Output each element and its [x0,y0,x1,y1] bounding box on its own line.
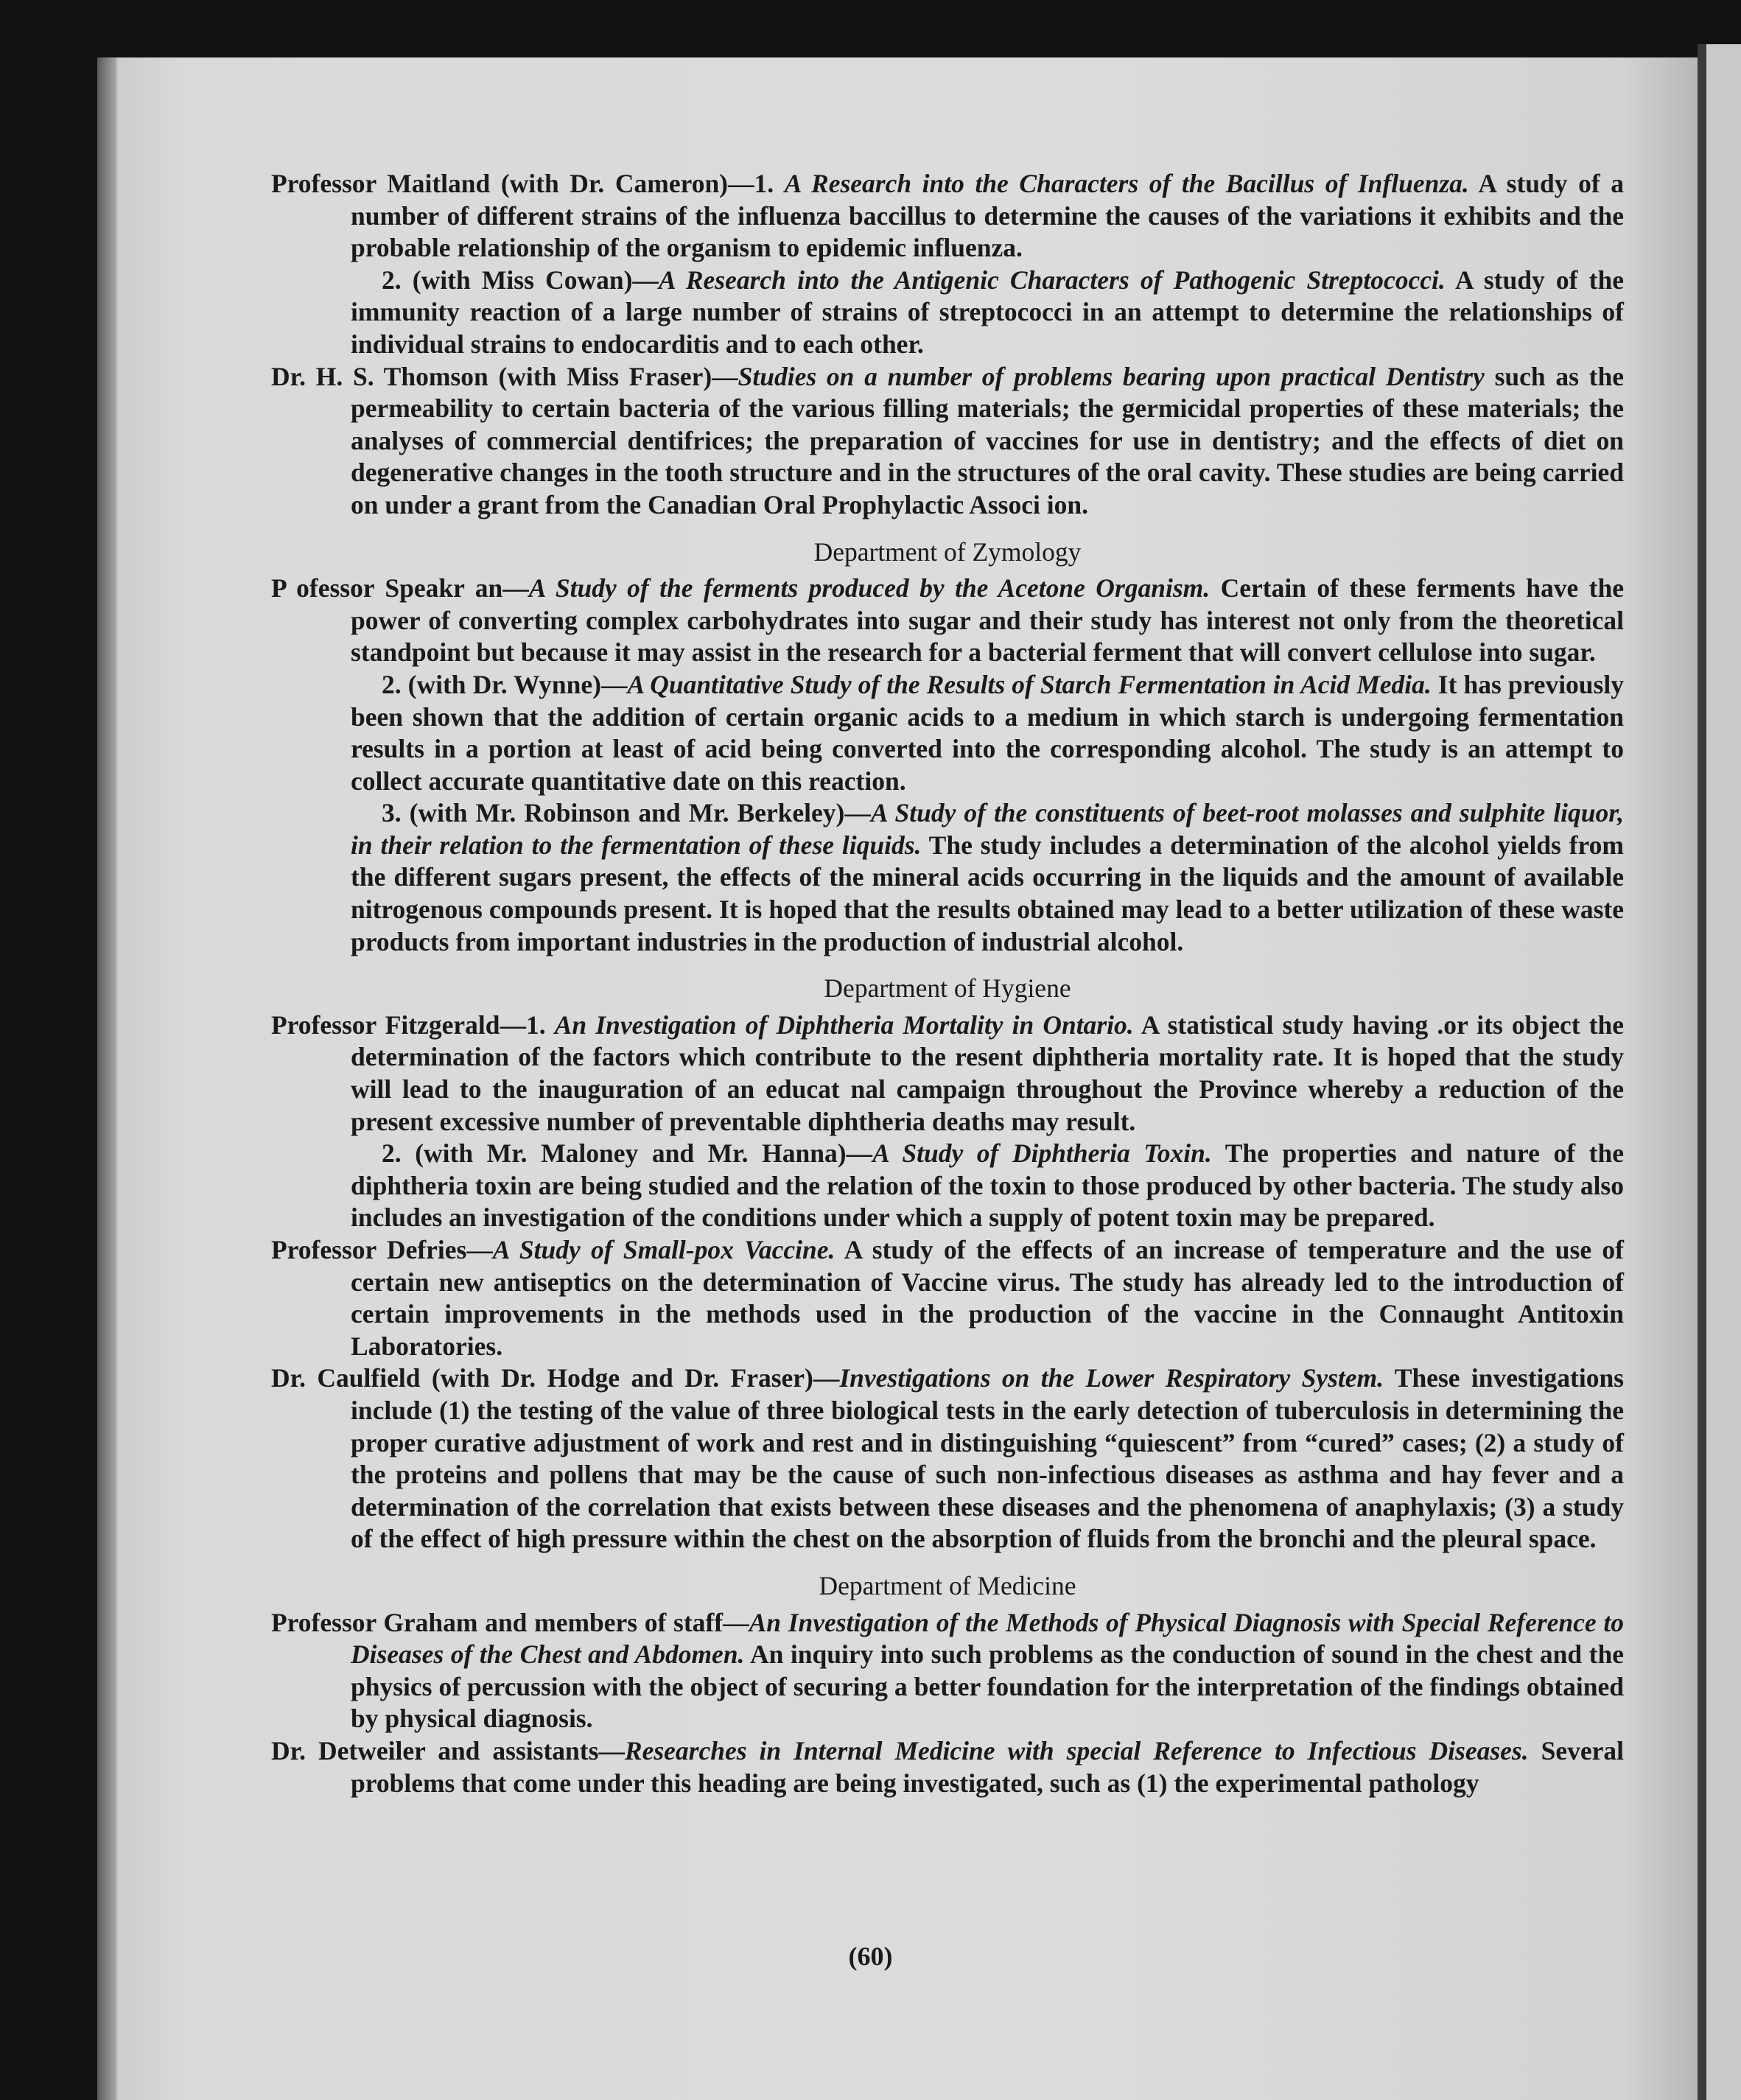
entry-author: 2. (with Mr. Maloney and Mr. Hanna)— [382,1138,873,1169]
department-heading: Department of Zymology [813,536,1082,567]
entry-title: A Research into the Antigenic Characters of Pathogenic Streptococci. [658,265,1446,295]
entry-description: A statistical study having .or its object the determination of the factors which contribute to the resent diphtheria mortality rate. It is hoped that the study will lead to the inauguration of an educat nal campaign throughout the Province whereby a reduction of the present excessive number of preventable diphtheria deaths may result. [351,1009,1624,1136]
entry-description: The properties and nature of the diphtheria toxin are being studied and the relation of the toxin to those produced by other bacteria. The study also includes an investigation of the conditions under which a supply of potent toxin may be prepared. [351,1138,1624,1233]
entry-author: P ofessor Speakr an— [271,573,529,603]
entry-title: Investigations on the Lower Respiratory System. [839,1363,1384,1393]
document-body [271,168,1624,1799]
research-entry [271,1735,1624,1799]
entry-author: Dr. H. S. Thomson (with Miss Fraser)— [271,361,738,391]
entry-author: 2. (with Miss Cowan)— [382,265,659,295]
research-entry [271,168,1624,265]
entry-description: such as the permeability to certain bacteria of the various filling materials; the germicidal properties of these materials; the analyses of commercial dentifrices; the preparation of vaccines for use in dentistry; and the effects of diet on degenerative changes in the tooth structure and in the structures of the oral cavity. These studies are being carried on under a grant from the Canadian Oral Prophylactic Associ ion. [351,361,1624,519]
entry-author: 3. (with Mr. Robinson and Mr. Berkeley)— [382,798,871,828]
page-number: (60) [848,1942,893,1971]
department-heading: Department of Hygiene [824,973,1071,1004]
entry-description: A study of the immunity reaction of a large number of strains of streptococci in an attempt to determine the relationships of individual strains to endocarditis and to each other. [351,265,1624,359]
entry-author: Dr. Caulfield (with Dr. Hodge and Dr. Fraser)— [271,1363,840,1393]
entry-title: A Study of Small-pox Vaccine. [492,1235,836,1264]
research-entry [271,1234,1624,1362]
entry-title: A Research into the Characters of the Bacillus of Influenza. [784,169,1469,198]
research-entry [271,1009,1624,1138]
entry-author: Professor Maitland (with Dr. Cameron)—1. [271,169,785,198]
entry-author: 2. (with Dr. Wynne)— [382,669,628,699]
entry-description: A study of the effects of an increase of temperature and the use of certain new antiseptics on the determination of Vaccine virus. The study has already led to the introduction of certain improvements in the methods used in the production of the vaccine in the Connaught Antitoxin Laboratories. [351,1235,1625,1361]
entry-description: A study of a number of different strains of the influenza baccillus to determine the causes of the variations it exhibits and the probable relationship of the organism to epidemic influenza. [351,169,1624,263]
research-sub-entry [271,1138,1624,1234]
entry-description: The study includes a determination of the alcohol yields from the different sugars present, the effects of the mineral acids occurring in the liquids and the amount of available nitrogenous compounds present. It is hoped that the results obtained may lead to a better utilization of these waste products from important industries in the production of industrial alcohol. [351,830,1624,956]
entry-author: Professor Fitzgerald—1. [271,1009,555,1040]
research-sub-entry [271,797,1624,958]
entry-title: A Study of the constituents of beet-root molasses and sulphite liquor, in their relation to the fermentation of these liquids. [351,798,1624,860]
entry-description: Certain of these ferments have the power of converting complex carbohydrates into sugar and their study has interest not only from the theoretical standpoint but because it may assist in the research for a bacterial ferment that will convert cellulose into sugar. [351,573,1624,668]
entry-title: Researches in Internal Medicine with special Reference to Infectious Diseases. [624,1735,1529,1765]
page-left-edge-shadow [97,57,116,2100]
research-entry [271,573,1624,669]
entry-author: Dr. Detweiler and assistants— [271,1735,625,1765]
department-heading: Department of Medicine [819,1570,1076,1600]
binding-gutter [1698,44,1706,2100]
entry-title: An Investigation of the Methods of Physical Diagnosis with Special Reference to Diseases of the Chest and Abdomen. [351,1607,1624,1670]
entry-description: It has previously been shown that the addition of certain organic acids to a medium in which starch is undergoing fermentation results in a portion at least of acid being converted into the corresponding alcohol. The study is an attempt to collect accurate quantitative date on this reaction. [351,669,1624,796]
facing-page-edge [1706,44,1741,2100]
entry-title: A Study of the ferments produced by the Acetone Organism. [528,573,1211,603]
entry-title: Studies on a number of problems bearing upon practical Dentistry [738,361,1485,391]
research-sub-entry [271,265,1624,361]
entry-description: These investigations include (1) the testing of the value of three biological tests in the early detection of tuberculosis in determining the proper curative adjustment of work and rest and in distinguishing “quiescent” from “cured” cases; (2) a study of the proteins and pollens that may be the cause of such non-infectious diseases as asthma and hay fever and a determination of the correlation that exists between these diseases and the phenomena of anaphylaxis; (3) a study of the effect of high pressure within the chest on the absorption of fluids from the bronchi and the pleural space. [351,1363,1625,1554]
entry-description: An inquiry into such problems as the conduction of sound in the chest and the physics of percussion with the object of securing a better foundation for the interpretation of the findings obtained by physical diagnosis. [351,1639,1624,1734]
research-entry [271,361,1624,522]
research-entry [271,1362,1624,1555]
entry-title: A Study of Diphtheria Toxin. [872,1138,1212,1169]
entry-author: Professor Graham and members of staff— [271,1607,749,1637]
research-sub-entry [271,669,1624,797]
entry-author: Professor Defries— [271,1235,493,1264]
research-entry [271,1607,1624,1735]
entry-title: A Quantitative Study of the Results of Starch Fermentation in Acid Media. [627,669,1432,699]
entry-description: Several problems that come under this heading are being investigated, such as (1) the experimental pathology [351,1735,1624,1798]
entry-title: An Investigation of Diphtheria Mortality in Ontario. [554,1009,1134,1040]
